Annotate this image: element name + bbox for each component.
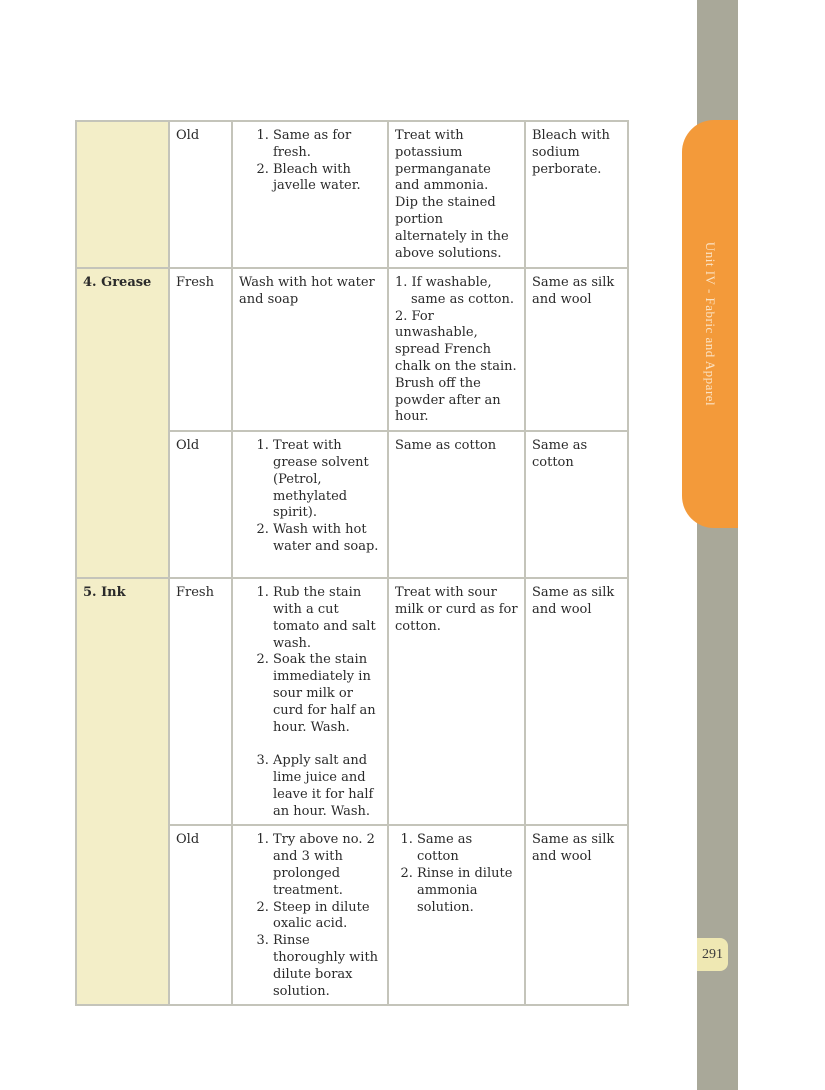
silk-wool-method: Treat with sour milk or curd as for cotton. (388, 578, 525, 825)
stain-cell: 5. Ink (76, 578, 169, 1005)
cotton-method (232, 431, 388, 578)
unit-label: Unit IV - Fabric and Apparel (703, 241, 718, 407)
list-item: 2. Rinse in dilute ammonia solution. (417, 866, 518, 916)
stain-cell (76, 121, 169, 268)
silk-wool-method (388, 121, 525, 268)
method-text: Dip the stained portion alternately in the above solutions. (395, 195, 509, 261)
synthetic-method: Same as silk and wool (525, 825, 628, 1005)
synthetic-method: Bleach with sodium perborate. (525, 121, 628, 268)
method-text: Treat with potassium permanganate and ammonia. (395, 128, 491, 194)
list-item: 2. Steep in dilute oxalic acid. (273, 900, 381, 934)
cotton-method: Wash with hot water and soap (232, 268, 388, 431)
table-row (76, 268, 628, 431)
list-item: 1. Rub the stain with a cut tomato and salt wash. (273, 585, 381, 652)
table-row (76, 121, 628, 268)
stain-cell: 4. Grease (76, 268, 169, 578)
cotton-method (232, 578, 388, 825)
stain-state: Old (169, 825, 232, 1005)
list-item: 1. Same as cotton (417, 832, 518, 866)
list-item: 1. Treat with grease solvent (Petrol, methylated spirit). (273, 438, 381, 522)
list-item: 1. Same as for fresh. (273, 128, 381, 162)
synthetic-method: Same as silk and wool (525, 268, 628, 431)
page-number: 291 (697, 938, 728, 971)
silk-wool-method (388, 825, 525, 1005)
list-item: 3. Rinse thoroughly with dilute borax solution. (273, 933, 381, 1000)
silk-wool-method: Same as cotton (388, 431, 525, 578)
synthetic-method: Same as cotton (525, 431, 628, 578)
list-item: 2. Soak the stain immediately in sour milk or curd for half an hour. Wash. (273, 652, 381, 736)
list-item: 2. Wash with hot water and soap. (273, 522, 381, 556)
cotton-method (232, 825, 388, 1005)
list-item: 3. Apply salt and lime juice and leave it for half an hour. Wash. (273, 753, 381, 820)
stain-state: Old (169, 431, 232, 578)
list-item: 1. Try above no. 2 and 3 with prolonged treatment. (273, 832, 381, 899)
method-text: 2. For unwashable, spread French chalk on the stain. Brush off the powder after an hour. (395, 308, 517, 425)
list-item: 2. Bleach with javelle water. (273, 162, 381, 196)
stain-state: Fresh (169, 268, 232, 431)
stain-removal-table (75, 120, 629, 1006)
cotton-method (232, 121, 388, 268)
synthetic-method: Same as silk and wool (525, 578, 628, 825)
silk-wool-method (388, 268, 525, 431)
stain-state: Fresh (169, 578, 232, 825)
table-row (76, 578, 628, 825)
stain-state: Old (169, 121, 232, 268)
method-text: 1. If washable, same as cotton. (395, 275, 515, 307)
